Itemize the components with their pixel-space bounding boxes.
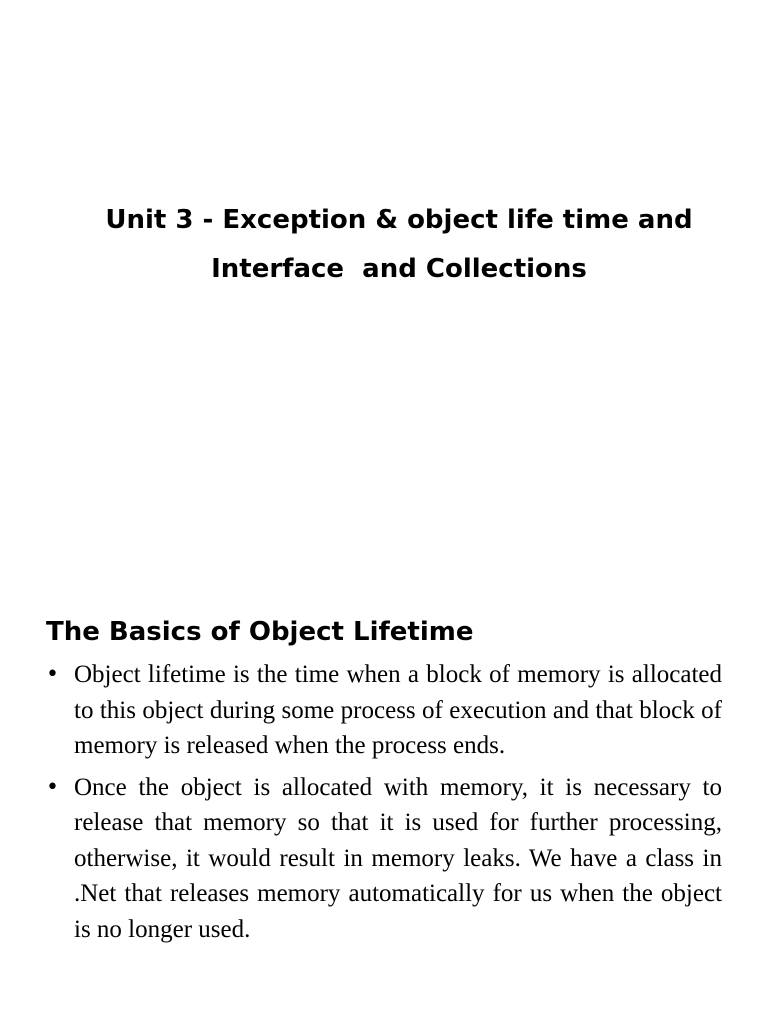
bullet-text: Object lifetime is the time when a block of memory is allocated to this object during some process of execution and that block of memory is released when the process ends. [74, 661, 722, 759]
slide-title-line-1: Unit 3 - Exception & object life time and [105, 205, 693, 235]
bullet-text: Once the object is allocated with memory, it is necessary to release that memory so that it is used for further processing, otherwise, it would result in memory leaks. We have a class in .Net that releases memory automatically for us when the object is no longer used. [74, 773, 722, 943]
bullet-list [46, 657, 722, 947]
bullet-icon: • [46, 774, 59, 800]
section-heading: The Basics of Object Lifetime [46, 617, 474, 647]
bullet-icon: • [46, 662, 59, 687]
content-section [46, 612, 722, 953]
slide-title [0, 196, 768, 294]
bullet-item [46, 770, 722, 948]
slide-title-line-2: Interface and Collections [211, 254, 587, 284]
bullet-item [46, 657, 722, 764]
